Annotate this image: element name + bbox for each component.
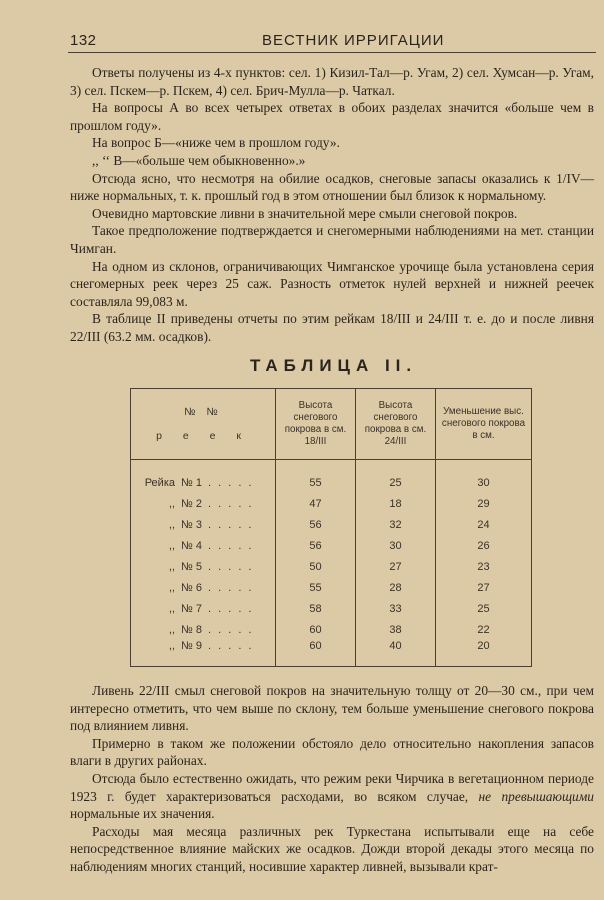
paragraph: ,, ‘‘ В—«больше чем обыкновенно».» bbox=[92, 152, 306, 168]
paragraph: На одном из склонов, ограничивающих Чимганское урочище была установлена серия снегомерных реек через 25 саж. Разность отметок нулей верхней и нижней реечек составляла 99,083 м. bbox=[70, 258, 594, 309]
gauge-number: № 9 bbox=[181, 640, 202, 652]
gauge-number: № 7 bbox=[181, 602, 202, 615]
journal-title: ВЕСТНИК ИРРИГАЦИИ bbox=[262, 32, 445, 49]
gauge-prefix: ,, bbox=[168, 560, 175, 573]
leader-dots: . . . . . bbox=[207, 476, 254, 489]
table-spacer bbox=[131, 460, 532, 473]
gauge-prefix: ,, bbox=[168, 640, 175, 652]
gauge-prefix: ,, bbox=[168, 581, 175, 594]
height-after-cell: 40 bbox=[355, 640, 435, 667]
running-head bbox=[70, 30, 590, 52]
decrease-cell: 24 bbox=[435, 514, 531, 535]
emphasis: не превышающими bbox=[478, 788, 594, 804]
page-number: 132 bbox=[70, 32, 97, 49]
paragraph: На вопрос Б—«ниже чем в прошлом году». bbox=[92, 135, 340, 151]
gauge-prefix: ,, bbox=[168, 623, 175, 636]
gauge-name-cell bbox=[131, 535, 276, 556]
leader-dots: . . . . . bbox=[207, 518, 254, 531]
table-row bbox=[131, 493, 532, 514]
header-decrease: Уменьшение выс. снегового покрова в см. bbox=[435, 389, 531, 460]
gauge-name-cell bbox=[131, 514, 276, 535]
paragraph: Такое предположение подтверждается и снегомерными наблюдениями на мет. станции Чимган. bbox=[70, 223, 594, 256]
height-before-cell: 58 bbox=[276, 598, 356, 619]
paragraph: Примерно в таком же положении обстояло дело относительно накопления запасов влаги в других районах. bbox=[70, 735, 594, 769]
table-row bbox=[131, 619, 532, 640]
gauge-number: № 5 bbox=[181, 560, 202, 573]
height-before-cell: 55 bbox=[276, 577, 356, 598]
table-row bbox=[131, 640, 532, 667]
table-title: ТАБЛИЦА II. bbox=[250, 356, 418, 375]
gauge-name-cell bbox=[131, 472, 276, 493]
decrease-cell: 30 bbox=[435, 472, 531, 493]
paragraph-part: Отсюда было естественно ожидать, что режим реки Чирчика в вегетационном периоде 1923 г. будет характеризоваться расходами, во всяком случае, bbox=[70, 770, 594, 804]
leader-dots: . . . . . bbox=[207, 623, 254, 636]
decrease-cell: 27 bbox=[435, 577, 531, 598]
height-before-cell: 60 bbox=[276, 640, 356, 667]
height-after-cell: 28 bbox=[355, 577, 435, 598]
gauge-name-cell bbox=[131, 598, 276, 619]
height-after-cell: 18 bbox=[355, 493, 435, 514]
height-after-cell: 27 bbox=[355, 556, 435, 577]
table-row bbox=[131, 577, 532, 598]
paragraph: Расходы мая месяца различных рек Туркестана испытывали еще на себе непосредственное влияние майских же осадков. Дожди второй декады этого месяца по наблюдениям многих станций, носившие характер ливней, вызывали крат- bbox=[70, 823, 594, 874]
gauge-name-cell bbox=[131, 640, 276, 667]
snow-table bbox=[130, 388, 532, 667]
header-height-after: Высота снегового покрова в см. 24/III bbox=[355, 389, 435, 460]
gauge-number: № 4 bbox=[181, 539, 202, 552]
table-row bbox=[131, 598, 532, 619]
gauge-number: № 6 bbox=[181, 581, 202, 594]
decrease-cell: 23 bbox=[435, 556, 531, 577]
table-body bbox=[131, 460, 532, 667]
gauge-number: № 8 bbox=[181, 623, 202, 636]
gauge-name-cell bbox=[131, 577, 276, 598]
height-before-cell: 50 bbox=[276, 556, 356, 577]
table-row bbox=[131, 535, 532, 556]
decrease-cell: 25 bbox=[435, 598, 531, 619]
height-after-cell: 30 bbox=[355, 535, 435, 556]
leader-dots: . . . . . bbox=[207, 602, 254, 615]
gauge-prefix: Рейка bbox=[144, 476, 175, 489]
leader-dots: . . . . . bbox=[207, 640, 254, 652]
gauge-number: № 2 bbox=[181, 497, 202, 510]
leader-dots: . . . . . bbox=[207, 581, 254, 594]
leader-dots: . . . . . bbox=[207, 539, 254, 552]
decrease-cell: 26 bbox=[435, 535, 531, 556]
height-before-cell: 55 bbox=[276, 472, 356, 493]
decrease-cell: 20 bbox=[435, 640, 531, 667]
table-row bbox=[131, 514, 532, 535]
body-text-top bbox=[70, 64, 594, 346]
header-rule bbox=[68, 52, 596, 53]
header-height-before: Высота снегового покрова в см. 18/III bbox=[276, 389, 356, 460]
body-text-bottom bbox=[70, 682, 594, 876]
gauge-number: № 3 bbox=[181, 518, 202, 531]
gauge-name-cell bbox=[131, 619, 276, 640]
height-after-cell: 38 bbox=[355, 619, 435, 640]
paragraph: Ответы получены из 4-х пунктов: сел. 1) Кизил-Тал—р. Угам, 2) сел. Хумсан—р. Угам, 3) сел. Пскем—р. Пскем, 4) сел. Брич-Мулла—р. Чаткал. bbox=[70, 65, 594, 98]
gauge-prefix: ,, bbox=[168, 518, 175, 531]
decrease-cell: 22 bbox=[435, 619, 531, 640]
height-before-cell: 47 bbox=[276, 493, 356, 514]
paragraph: Очевидно мартовские ливни в значительной мере смыли снеговой покров. bbox=[92, 205, 518, 221]
gauge-name-cell bbox=[131, 556, 276, 577]
leader-dots: . . . . . bbox=[207, 497, 254, 510]
decrease-cell: 29 bbox=[435, 493, 531, 514]
header-gauge-number-top: № № bbox=[184, 406, 222, 418]
paragraph: На вопросы А во всех четырех ответах в обоих разделах значится «больше чем в прошлом году». bbox=[70, 100, 594, 133]
height-before-cell: 60 bbox=[276, 619, 356, 640]
gauge-prefix: ,, bbox=[168, 497, 175, 510]
table-row bbox=[131, 472, 532, 493]
header-gauge-number bbox=[131, 389, 276, 460]
height-after-cell: 33 bbox=[355, 598, 435, 619]
paragraph: Ливень 22/III смыл снеговой покров на значительную толщу от 20—30 см., при чем интересно отметить, что чем выше по склону, тем больше уменьшение снегового покрова под влиянием ливня. bbox=[70, 683, 594, 734]
table-row bbox=[131, 556, 532, 577]
gauge-number: № 1 bbox=[181, 476, 202, 489]
gauge-name-cell bbox=[131, 493, 276, 514]
height-before-cell: 56 bbox=[276, 514, 356, 535]
table-header-row bbox=[131, 389, 532, 460]
paragraph-part: нормальные их значения. bbox=[70, 806, 215, 822]
paragraph: В таблице II приведены отчеты по этим рейкам 18/III и 24/III т. е. до и после ливня 22/III (63.2 мм. осадков). bbox=[70, 311, 594, 344]
gauge-prefix: ,, bbox=[168, 539, 175, 552]
paragraph: Отсюда ясно, что несмотря на обилие осадков, снеговые запасы оказались к 1/IV—ниже нормальных, т. к. прошлый год в этом отношении был близок к нормальному. bbox=[70, 170, 594, 204]
height-before-cell: 56 bbox=[276, 535, 356, 556]
gauge-prefix: ,, bbox=[168, 602, 175, 615]
leader-dots: . . . . . bbox=[207, 560, 254, 573]
header-gauge-number-bottom: р е е к bbox=[156, 430, 250, 442]
paragraph bbox=[70, 770, 594, 823]
height-after-cell: 25 bbox=[355, 472, 435, 493]
height-after-cell: 32 bbox=[355, 514, 435, 535]
